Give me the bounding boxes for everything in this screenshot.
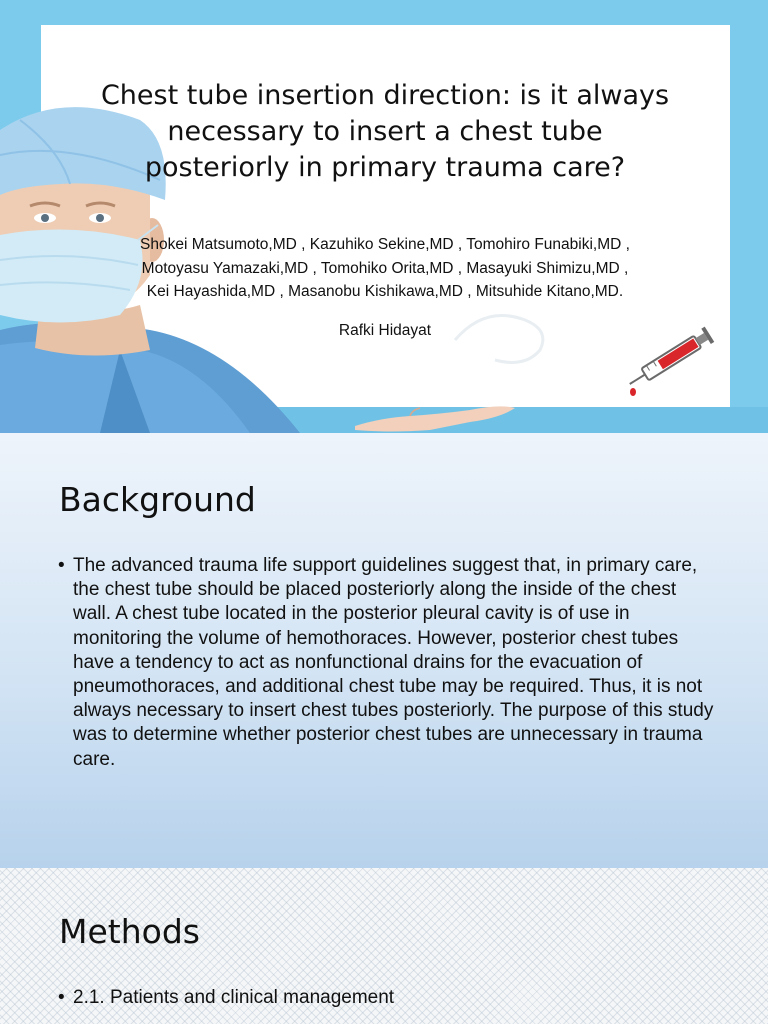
presenter-name: Rafki Hidayat: [338, 322, 432, 339]
hand-illustration: [350, 396, 520, 433]
bullet-text: 2.1. Patients and clinical management: [73, 987, 395, 1008]
slide-title: Chest tube insertion direction: is it always necessary to insert a chest tube posteriorly in primary trauma care?: [100, 80, 670, 183]
background-heading: Background: [59, 480, 256, 519]
background-bullet: [58, 554, 718, 772]
author-line: Kei Hayashida,MD , Masanobu Kishikawa,MD , Mitsuhide Kitano,MD.: [146, 283, 624, 300]
author-line: Motoyasu Yamazaki,MD , Tomohiko Orita,MD , Masayuki Shimizu,MD ,: [141, 259, 629, 277]
title-slide: [0, 0, 768, 433]
author-list: [95, 233, 675, 304]
methods-bullet: [58, 986, 718, 1010]
methods-slide: [0, 868, 768, 1024]
methods-heading: Methods: [59, 912, 200, 951]
background-slide: [0, 433, 768, 868]
author-line: Shokei Matsumoto,MD , Kazuhiko Sekine,MD , Tomohiro Funabiki,MD ,: [140, 236, 630, 253]
bullet-marker: •: [58, 555, 65, 576]
bullet-text: The advanced trauma life support guidelines suggest that, in primary care, the chest tube should be placed posteriorly along the inside of the chest wall. A chest tube located in the posterior pleural cavity is of use in monitoring the volume of hemothoraces. However, posterior chest tubes have a tendency to act as nonfunctional drains for the evacuation of pneumothoraces, and additional chest tube may be required. Thus, it is not always necessary to insert chest tubes posteriorly. The purpose of this study was to determine whether posterior chest tubes are unnecessary in trauma care.: [73, 555, 714, 770]
bullet-marker: •: [58, 987, 65, 1008]
